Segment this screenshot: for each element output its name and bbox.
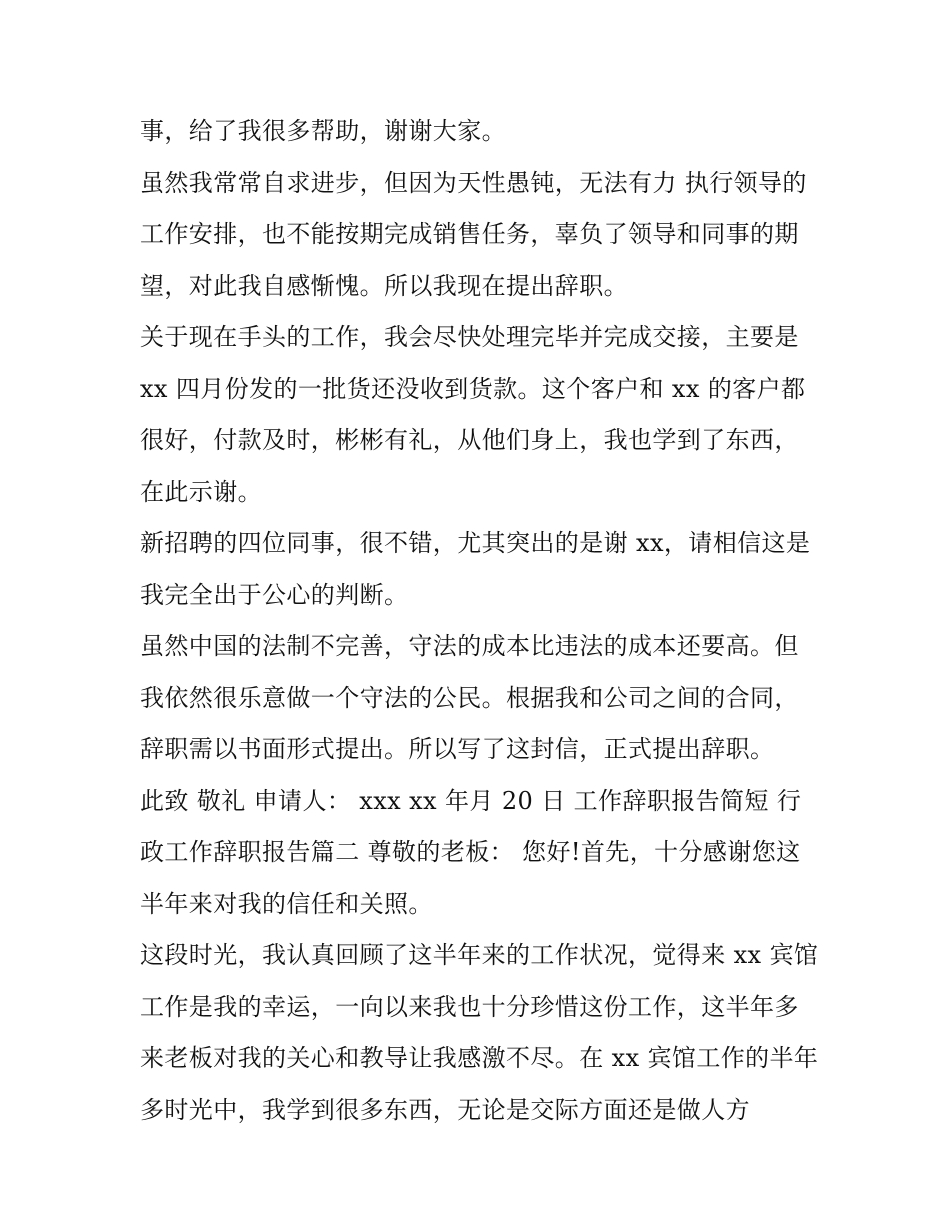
paragraph-2: 虽然我常常自求进步，但因为天性愚钝，无法有力 执行领导的工作安排，也不能按期完成销售任务，辜负了领导和同事的期望，对此我自感惭愧。所以我现在提出辞职。 (140, 168, 807, 300)
paragraph-3: 关于现在手头的工作，我会尽快处理完毕并完成交接，主要是 xx 四月份发的一批货还没收到货款。这个客户和 xx 的客户都很好，付款及时，彬彬有礼，从他们身上，我也学到了东西，在此示谢。 (140, 323, 807, 506)
paragraph-7: 这段时光，我认真回顾了这半年来的工作状况，觉得来 xx 宾馆工作是我的幸运，一向以来我也十分珍惜这份工作，这半年多来老板对我的关心和教导让我感激不尽。在 xx 宾馆工作的半年多时光中，我学到很多东西，无论是交际方面还是做人方 (140, 941, 819, 1124)
paragraph-1: 事，给了我很多帮助，谢谢大家。 (140, 117, 506, 145)
paragraph-4: 新招聘的四位同事，很不错，尤其突出的是谢 xx，请相信这是我完全出于公心的判断。 (140, 529, 811, 609)
document-body (140, 106, 820, 1136)
paragraph-6: 此致 敬礼 申请人： xxx xx 年月 20 日 工作辞职报告简短 行政工作辞职报告篇二 尊敬的老板： 您好!首先，十分感谢您这半年来对我的信任和关照。 (140, 786, 802, 918)
paragraph-5: 虽然中国的法制不完善，守法的成本比违法的成本还要高。但我依然很乐意做一个守法的公民。根据我和公司之间的合同，辞职需以书面形式提出。所以写了这封信，正式提出辞职。 (140, 632, 799, 763)
